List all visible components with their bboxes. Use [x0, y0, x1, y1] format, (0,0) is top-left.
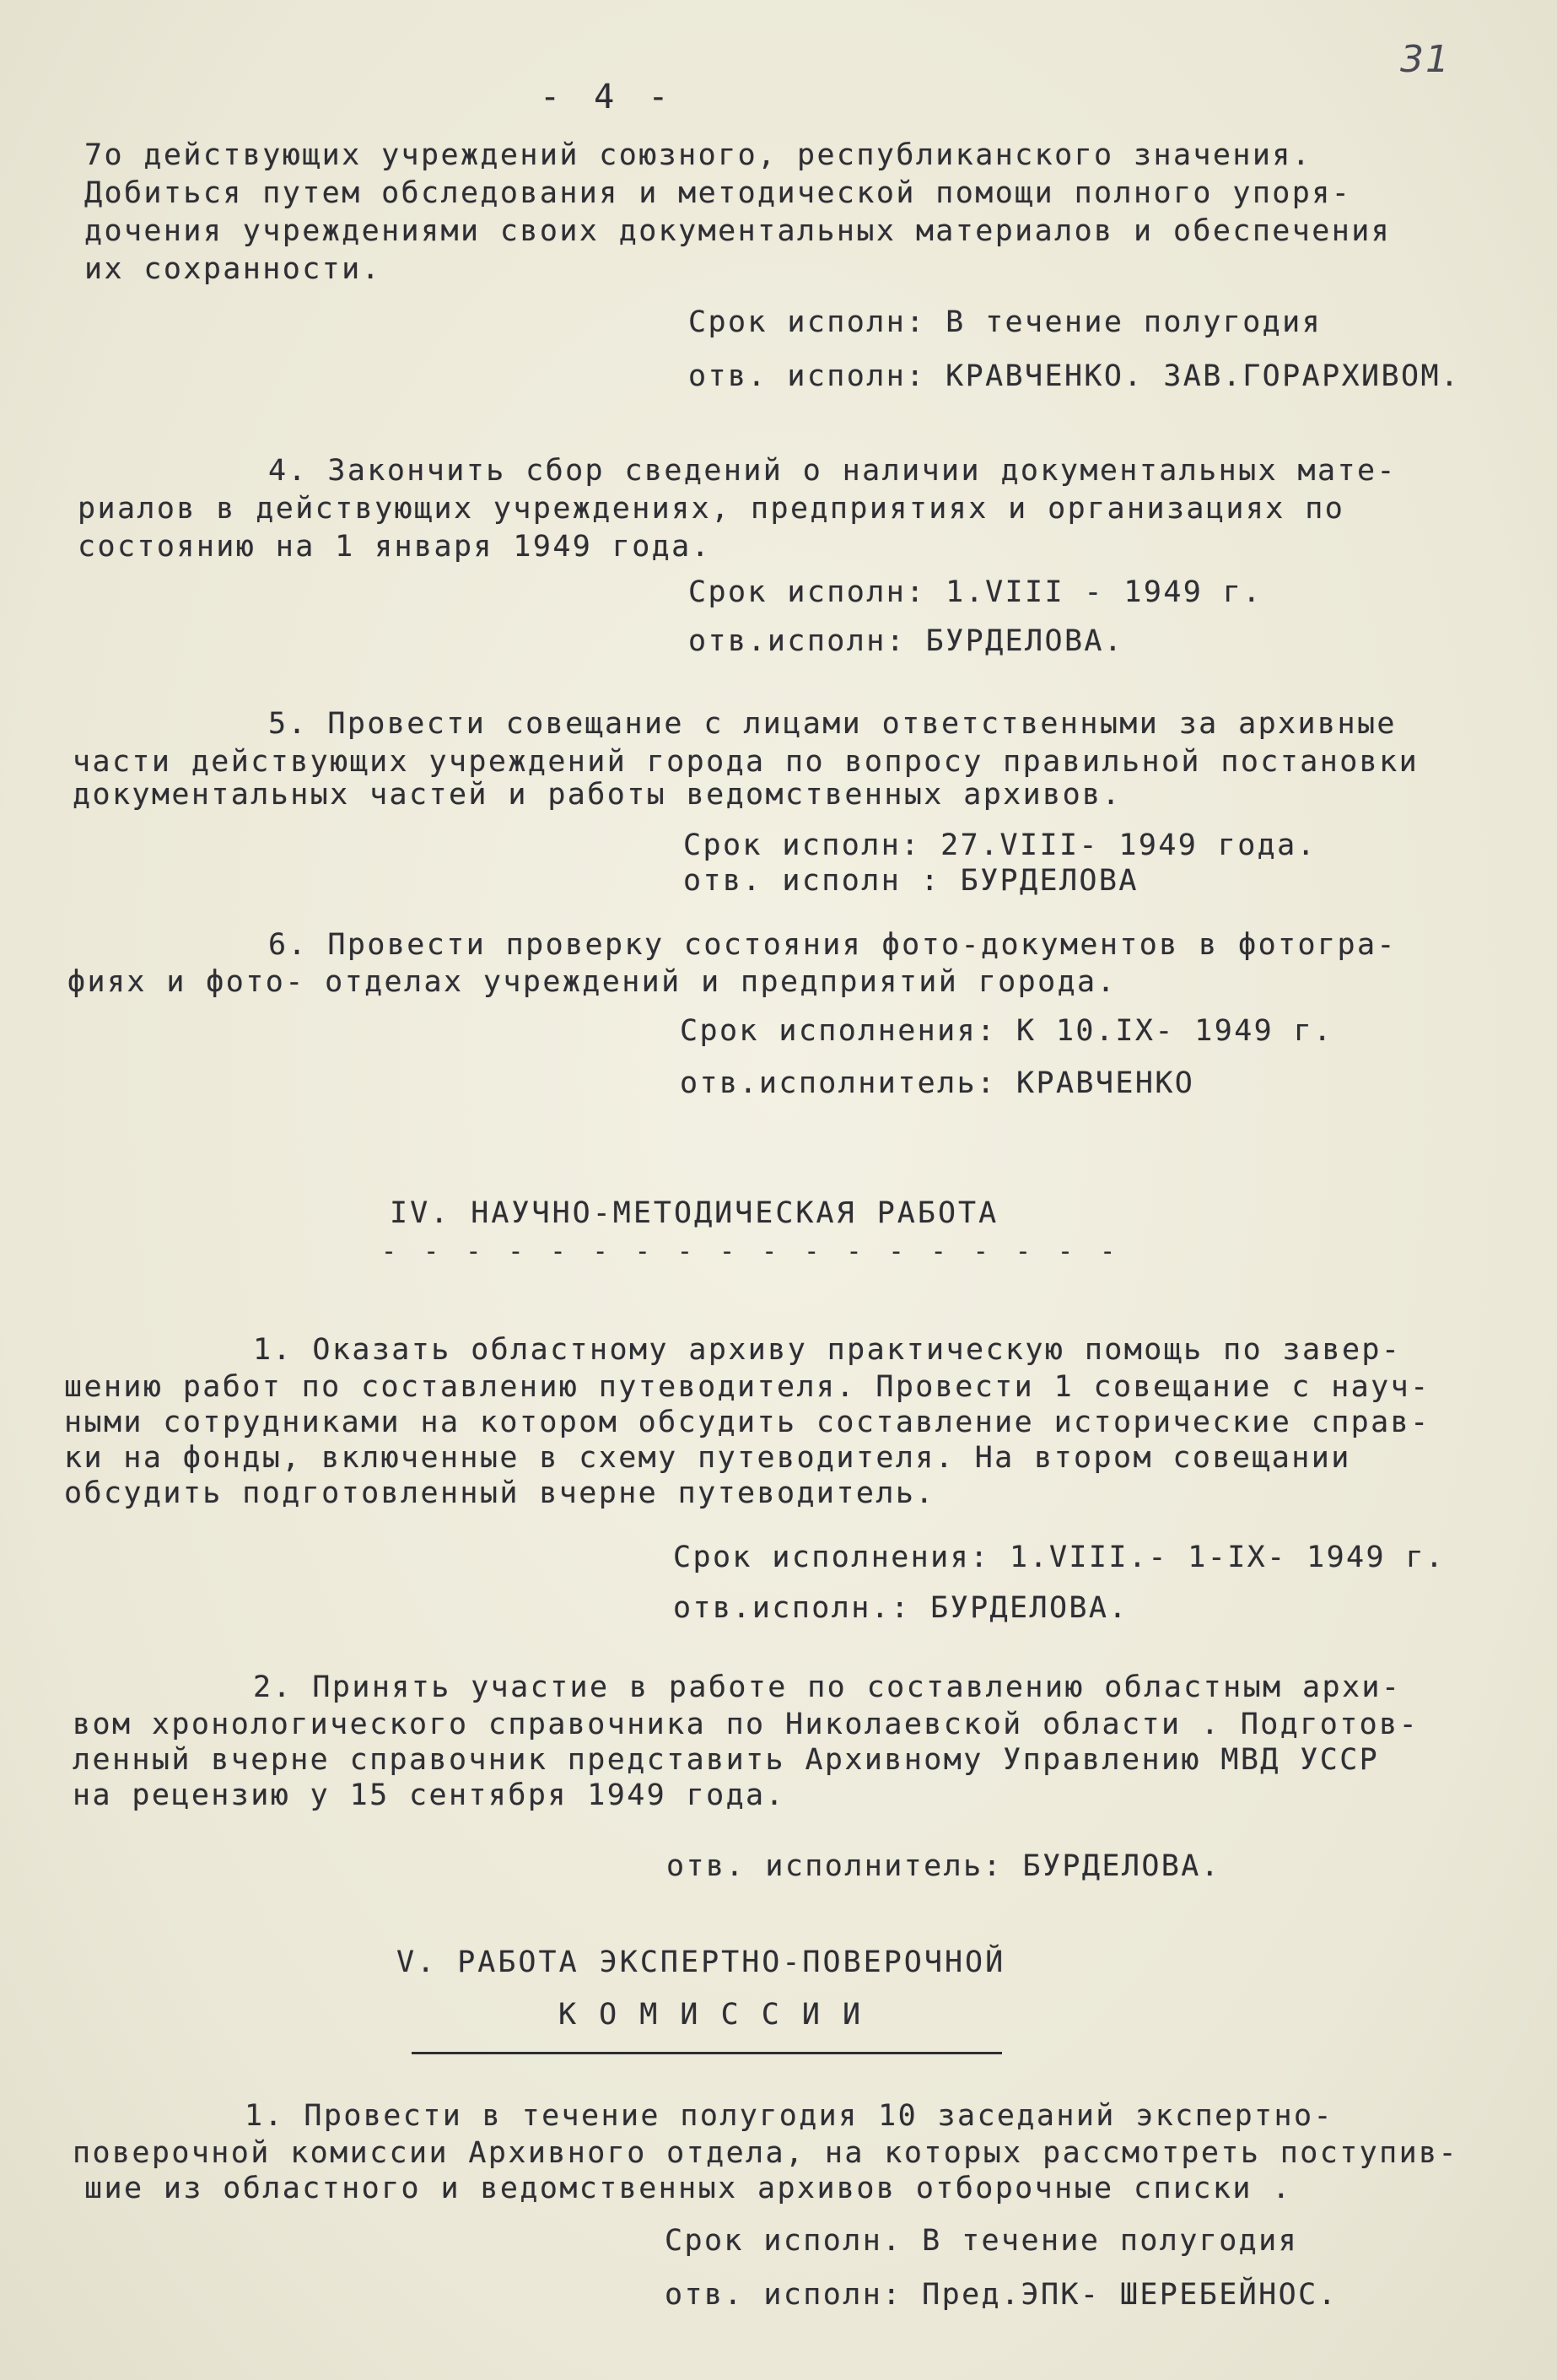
text-line: шению работ по составлению путеводителя. Провести 1 совещание с науч- [64, 1370, 1430, 1404]
deadline: Срок исполн. В течение полугодия [665, 2224, 1299, 2258]
responsible: отв.исполн: БУРДЕЛОВА. [688, 624, 1124, 658]
text-line: 2. Принять участие в работе по составлению областным архи- [253, 1670, 1402, 1704]
deadline: Срок исполн: 1.VIII - 1949 г. [688, 575, 1263, 609]
responsible: отв. исполн: Пред.ЭПК- ШЕРЕБЕЙНОС. [665, 2278, 1339, 2312]
heading-underline [412, 2052, 1002, 2054]
text-line: 1. Провести в течение полугодия 10 заседаний экспертно- [245, 2099, 1333, 2133]
responsible: отв. исполн : БУРДЕЛОВА [683, 864, 1139, 898]
page-number: - 4 - [540, 78, 676, 116]
text-line: 4. Закончить сбор сведений о наличии документальных мате- [268, 454, 1397, 488]
text-line: шие из областного и ведомственных архивов отборочные списки . [84, 2172, 1292, 2205]
archive-sheet-number: 31 [1400, 38, 1451, 81]
section-heading: IV. НАУЧНО-МЕТОДИЧЕСКАЯ РАБОТА [390, 1196, 999, 1230]
responsible: отв. исполнитель: БУРДЕЛОВА. [666, 1849, 1221, 1883]
text-line: ленный вчерне справочник представить Архивному Управлению МВД УССР [73, 1743, 1380, 1777]
text-line: ки на фонды, включенные в схему путеводителя. На втором совещании [64, 1441, 1351, 1475]
text-line: 5. Провести совещание с лицами ответственными за архивные [268, 707, 1397, 741]
text-line: 1. Оказать областному архиву практическую помощь по завер- [253, 1333, 1402, 1367]
responsible: отв.исполн.: БУРДЕЛОВА. [673, 1591, 1129, 1625]
text-line: фиях и фото- отделах учреждений и предприятий города. [67, 965, 1118, 999]
text-line: обсудить подготовленный вчерне путеводитель. [64, 1476, 935, 1510]
text-line: на рецензию у 15 сентября 1949 года. [73, 1778, 785, 1812]
text-line: части действующих учреждений города по вопросу правильной постановки [73, 745, 1420, 779]
text-line: риалов в действующих учреждениях, предприятиях и организациях по [78, 492, 1345, 526]
text-line: документальных частей и работы ведомственных архивов. [73, 778, 1123, 812]
heading-underline: - - - - - - - - - - - - - - - - - - [381, 1237, 1122, 1266]
text-line: 6. Провести проверку состояния фото-документов в фотогра- [268, 928, 1397, 962]
text-line: 7o действующих учреждений союзного, республиканского значения. [84, 138, 1312, 172]
text-line: их сохранности. [84, 252, 382, 286]
deadline: Срок исполн: В течение полугодия [688, 305, 1323, 339]
section-heading-subtitle: К О М И С С И И [558, 1998, 864, 2032]
deadline: Срок исполнения: К 10.IX- 1949 г. [680, 1014, 1333, 1048]
text-line: состоянию на 1 января 1949 года. [78, 530, 712, 564]
deadline: Срок исполн: 27.VIII- 1949 года. [683, 828, 1317, 862]
responsible: отв.исполнитель: КРАВЧЕНКО [680, 1066, 1195, 1100]
deadline: Срок исполнения: 1.VIII.- 1-IX- 1949 г. [673, 1541, 1446, 1574]
text-line: дочения учреждениями своих документальных материалов и обеспечения [84, 214, 1392, 248]
text-line: Добиться путем обследования и методической помощи полного упоря- [84, 176, 1352, 210]
responsible: отв. исполн: КРАВЧЕНКО. ЗАВ.ГОРАРХИВОМ. [688, 359, 1461, 393]
text-line: поверочной комиссии Архивного отдела, на которых рассмотреть поступив- [73, 2136, 1459, 2170]
section-heading: V. РАБОТА ЭКСПЕРТНО-ПОВЕРОЧНОЙ [396, 1946, 1006, 1979]
text-line: ными сотрудниками на котором обсудить составление исторические справ- [64, 1406, 1430, 1439]
text-line: вом хронологического справочника по Николаевской области . Подготов- [73, 1708, 1420, 1741]
